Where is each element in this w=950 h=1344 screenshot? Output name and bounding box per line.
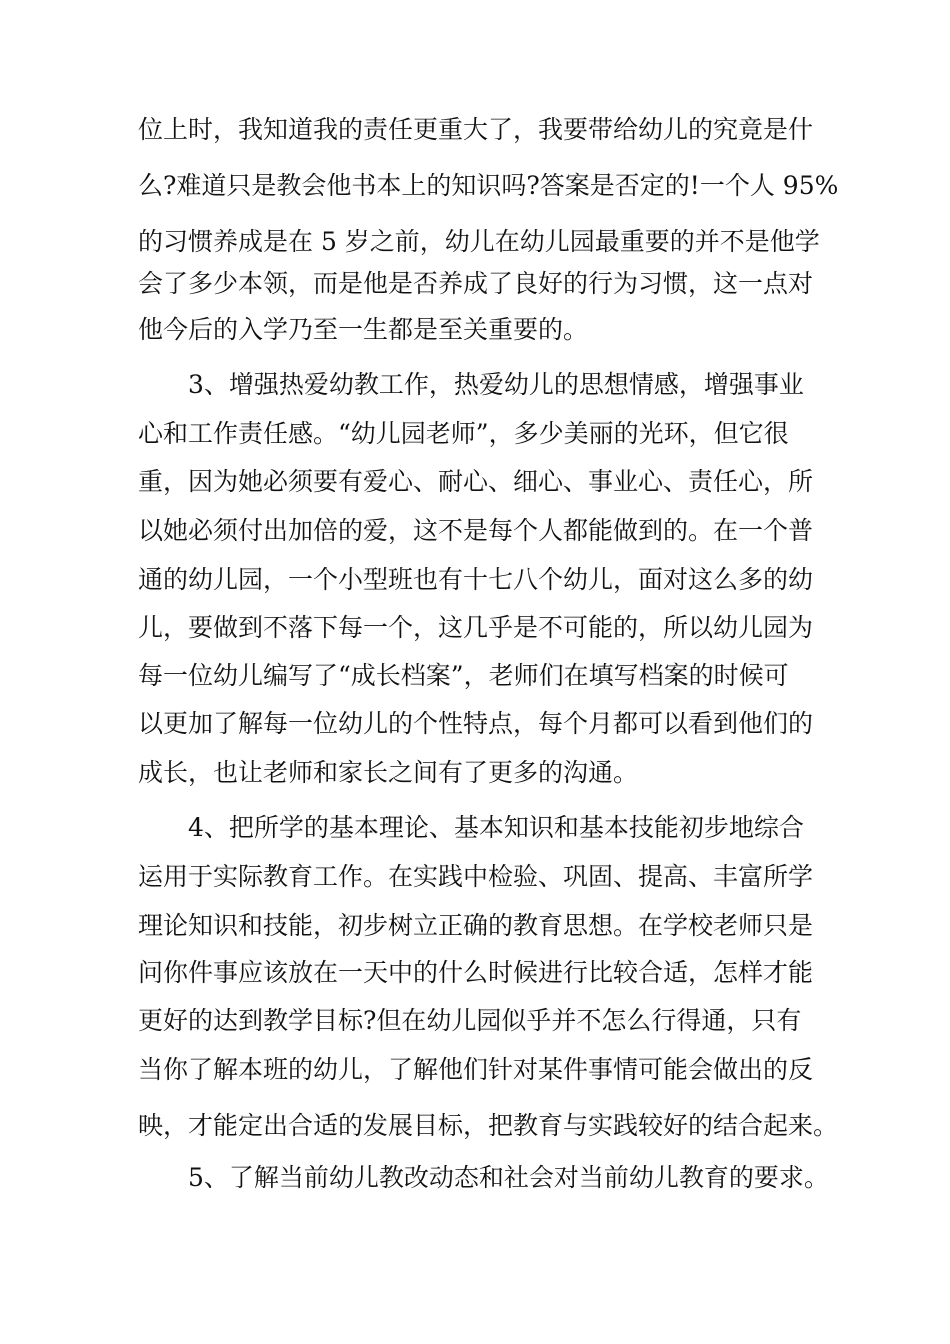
text-line: 更好的达到教学目标?但在幼儿园似乎并不怎么行得通，只有 (138, 1006, 802, 1035)
text-line: 运用于实际教育工作。在实践中检验、巩固、提高、丰富所学 (138, 862, 814, 891)
text-line: 位上时，我知道我的责任更重大了，我要带给幼儿的究竟是什 (138, 115, 814, 144)
text-line: 映，才能定出合适的发展目标，把教育与实践较好的结合起来。 (138, 1111, 839, 1140)
paragraph-3-first-line: 3、增强热爱幼教工作，热爱幼儿的思想情感，增强事业 (188, 370, 804, 399)
text-line: 会了多少本领，而是他是否养成了良好的行为习惯，这一点对 (138, 269, 814, 298)
text-line: 他今后的入学乃至一生都是至关重要的。 (138, 315, 589, 344)
paragraph-4-first-line: 4、把所学的基本理论、基本知识和基本技能初步地综合 (188, 813, 804, 842)
paragraph-5-first-line: 5、了解当前幼儿教改动态和社会对当前幼儿教育的要求。 (188, 1163, 829, 1192)
text-line: 心和工作责任感。“幼儿园老师”，多少美丽的光环，但它很 (138, 419, 789, 448)
text-line: 成长，也让老师和家长之间有了更多的沟通。 (138, 758, 639, 787)
text-line: 通的幼儿园，一个小型班也有十七八个幼儿，面对这么多的幼 (138, 565, 814, 594)
text-line: 以她必须付出加倍的爱，这不是每个人都能做到的。在一个普 (138, 516, 814, 545)
text-line: 以更加了解每一位幼儿的个性特点，每个月都可以看到他们的 (138, 709, 814, 738)
text-line: 么?难道只是教会他书本上的知识吗?答案是否定的!一个人 95% (138, 171, 839, 200)
text-line: 儿，要做到不落下每一个，这几乎是不可能的，所以幼儿园为 (138, 613, 814, 642)
text-line: 重，因为她必须要有爱心、耐心、细心、事业心、责任心，所 (138, 467, 814, 496)
text-line: 的习惯养成是在 5 岁之前，幼儿在幼儿园最重要的并不是他学 (138, 227, 820, 256)
text-line: 每一位幼儿编写了“成长档案”，老师们在填写档案的时候可 (138, 661, 789, 690)
text-line: 理论知识和技能，初步树立正确的教育思想。在学校老师只是 (138, 911, 814, 940)
text-line: 当你了解本班的幼儿，了解他们针对某件事情可能会做出的反 (138, 1055, 814, 1084)
text-line: 问你件事应该放在一天中的什么时候进行比较合适，怎样才能 (138, 958, 814, 987)
